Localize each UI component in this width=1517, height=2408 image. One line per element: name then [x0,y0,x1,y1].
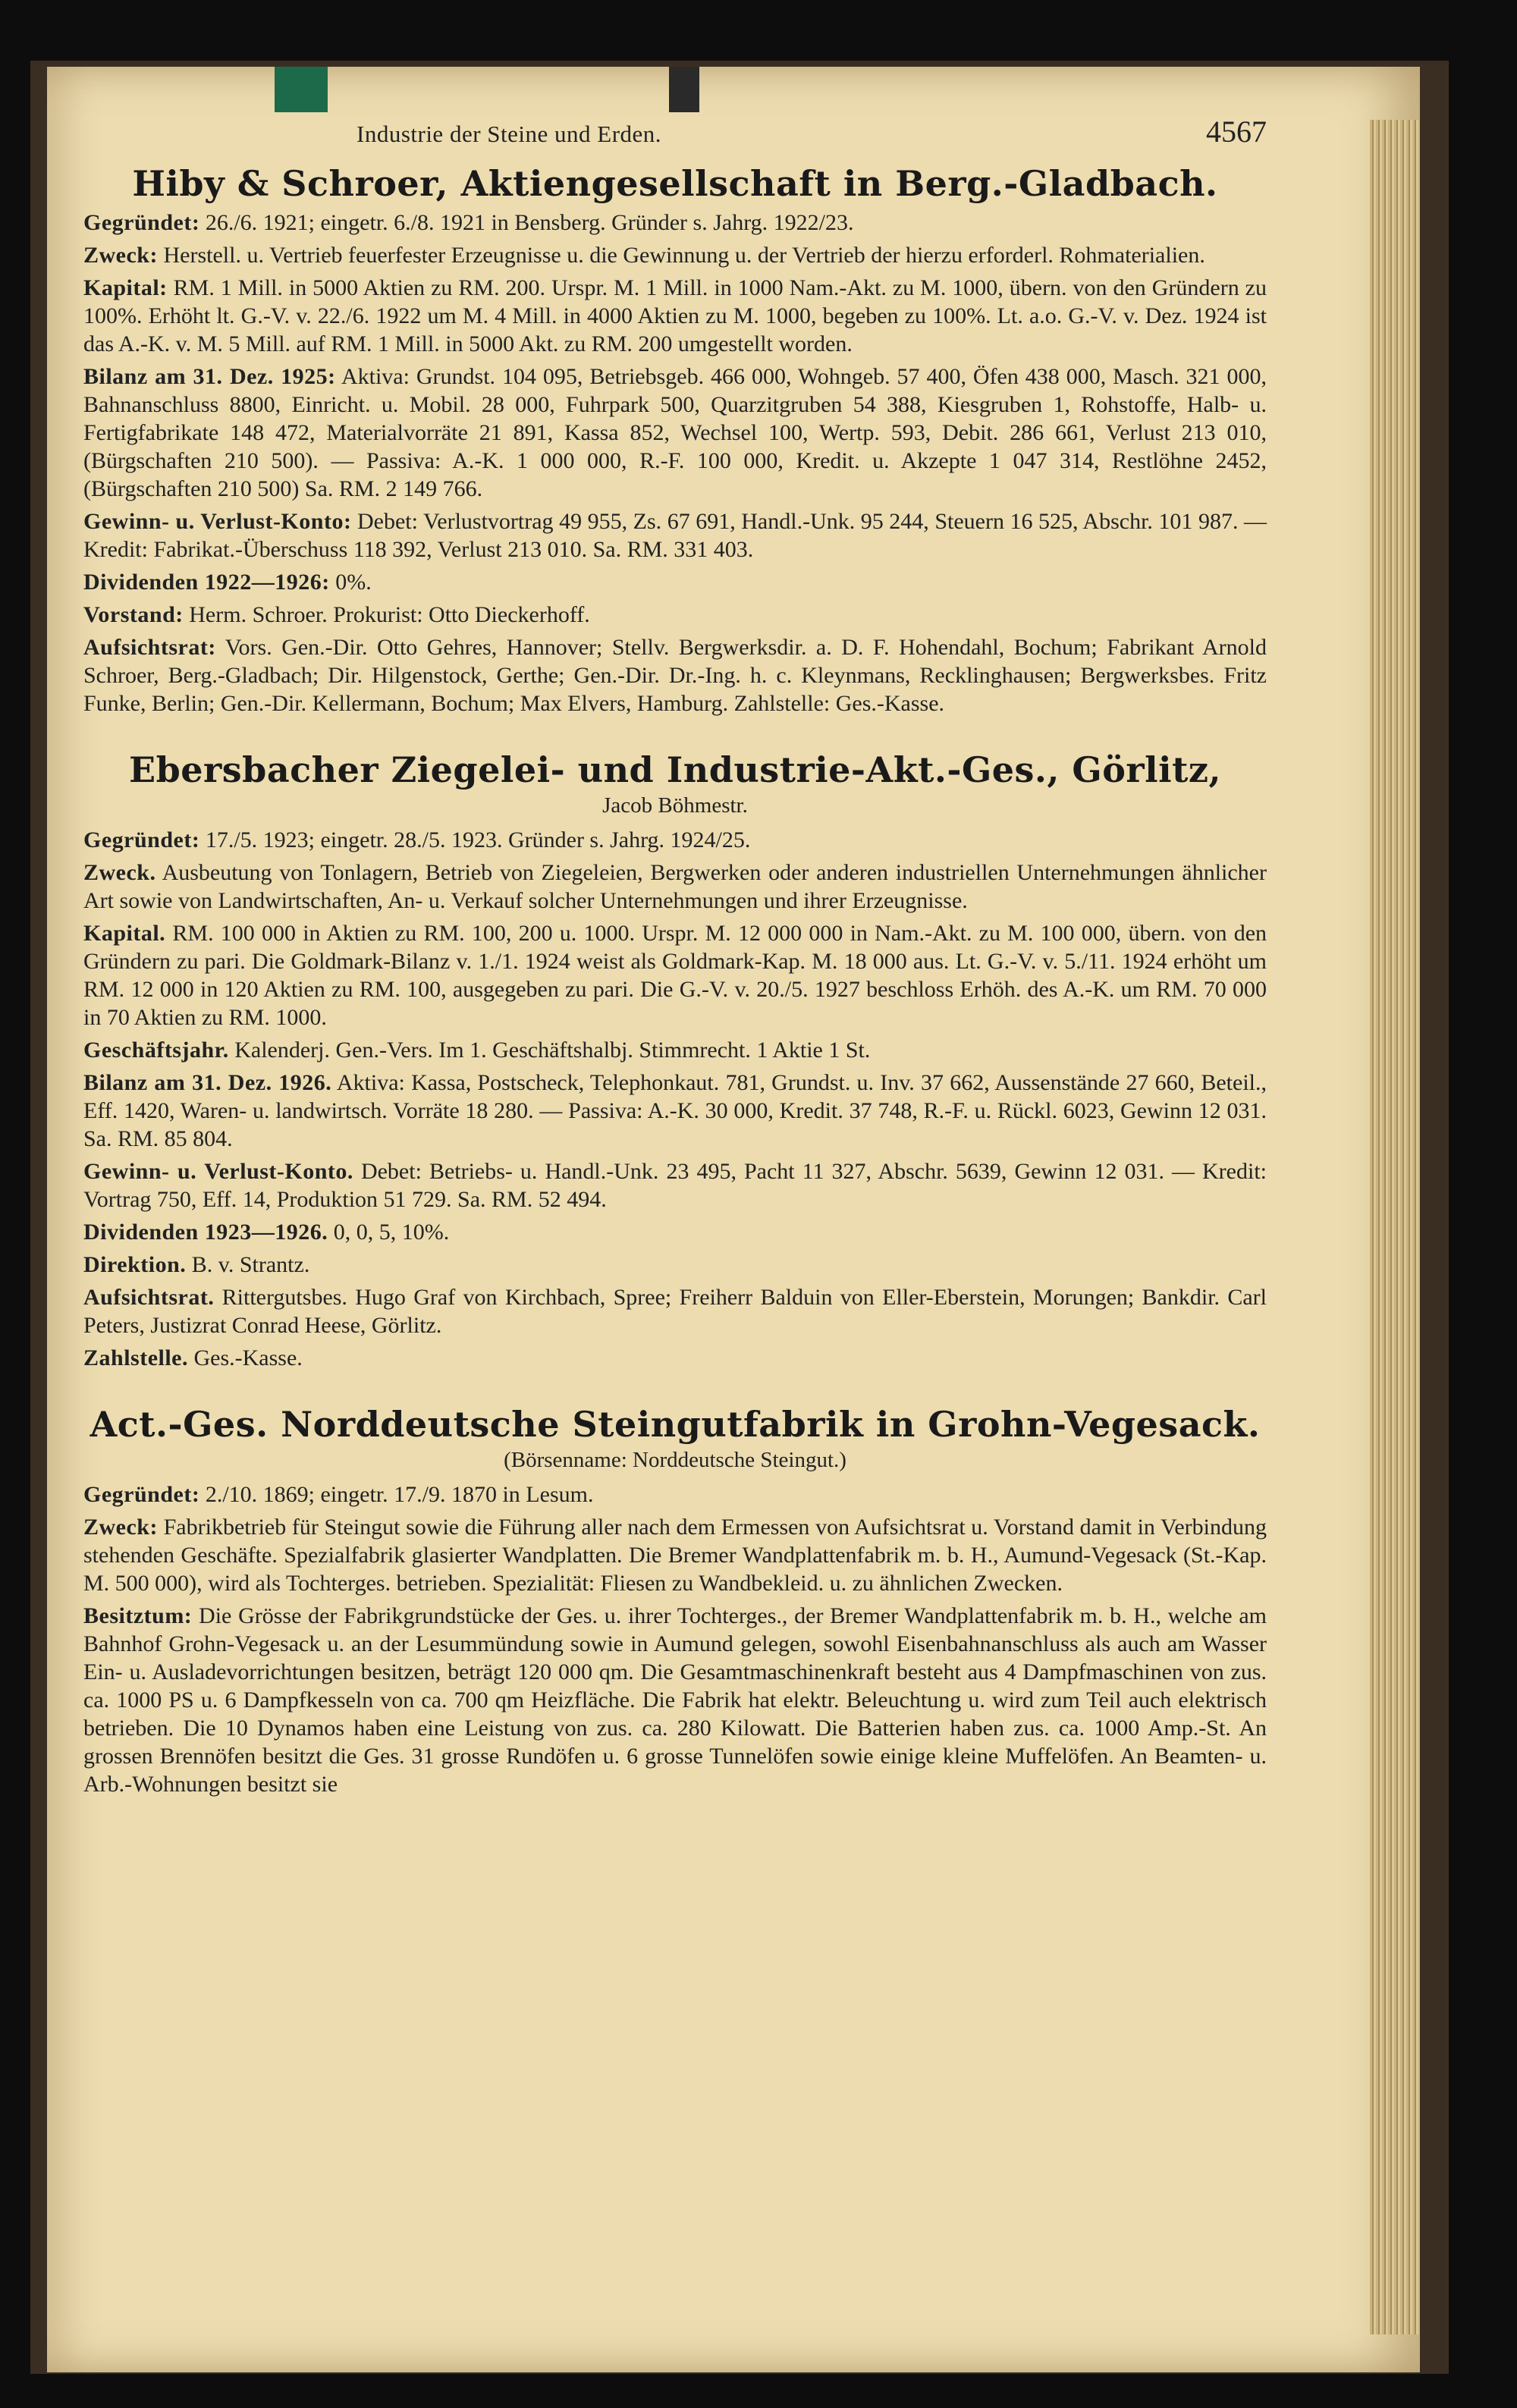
company-stock-name: (Börsenname: Norddeutsche Steingut.) [504,1448,846,1472]
entry-kapital: Kapital. RM. 100 000 in Aktien zu RM. 100, 200 u. 1000. Urspr. M. 12 000 000 in Nam.-Akt. zu M. 100 000, übern. von den Gründern zu pari. Die Goldmark-Bilanz v. 1./1. 1924 weist als Goldmark-Kap. M. 18 000 aus. Lt. G.-V. v. 5./11. 1924 erhöht um RM. 12 000 in 120 Aktien zu RM. 100, ausgegeben zu pari. Die G.-V. v. 20./5. 1927 beschloss Erhöh. des A.-K. um RM. 70 000 in 70 Aktien zu RM. 1000. [83,921,1267,1030]
entry-dividenden: Dividenden 1923—1926. 0, 0, 5, 10%. [83,1220,450,1245]
running-head [83,114,1267,149]
entry-gewinn-verlust: Gewinn- u. Verlust-Konto: Debet: Verlustvortrag 49 955, Zs. 67 691, Handl.-Unk. 95 244, Steuern 16 525, Abschr. 101 987. — Kredit: Fabrikat.-Überschuss 118 392, Verlust 213 010. Sa. RM. 331 403. [83,509,1267,562]
entry-besitztum: Besitztum: Die Grösse der Fabrikgrundstücke der Ges. u. ihrer Tochterges., der Bremer Wandplattenfabrik m. b. H., welche am Bahnhof Grohn-Vegesack u. an der Lesummündung sowie in Aumund gelegen, sowohl Eisenbahnanschluss als auch am Wasser Ein- u. Ausladevorrichtungen besitzen, beträgt 120 000 qm. Die Gesamtmaschinenkraft besteht aus 4 Dampfmaschinen von zus. ca. 1000 PS u. 6 Dampfkesseln von ca. 700 qm Heizfläche. Die Fabrik hat elektr. Beleuchtung u. wird zum Teil auch elektrisch betrieben. Die 10 Dynamos haben eine Leistung von zus. ca. 280 Kilowatt. Die Batterien haben zus. ca. 1000 Amp.-St. An grossen Brennöfen besitzt die Ges. 31 grosse Rundöfen u. 6 grosse Tunnelöfen sowie einige kleine Muffelöfen. An Beamten- u. Arb.-Wohnungen besitzt sie [83,1603,1267,1797]
entry-aufsichtsrat: Aufsichtsrat: Vors. Gen.-Dir. Otto Gehres, Hannover; Stellv. Bergwerksdir. a. D. F. Hohendahl, Bochum; Fabrikant Arnold Schroer, Berg.-Gladbach; Dir. Hilgenstock, Gerthe; Gen.-Dir. Dr.-Ing. h. c. Kleynmans, Recklinghausen; Bergwerksbes. Fritz Funke, Berlin; Gen.-Dir. Kellermann, Bochum; Max Elvers, Hamburg. Zahlstelle: Ges.-Kasse. [83,635,1267,716]
company-title: Act.-Ges. Norddeutsche Steingutfabrik in Grohn-Vegesack. [90,1404,1261,1445]
page-stack-edge [1370,120,1420,2334]
entry-zahlstelle: Zahlstelle. Ges.-Kasse. [83,1345,303,1370]
entry-zweck: Zweck: Fabrikbetrieb für Steingut sowie die Führung aller nach dem Ermessen von Aufsichtsrat u. Vorstand damit in Verbindung stehenden Geschäfte. Spezialfabrik glasierter Wandplatten. Die Bremer Wandplattenfabrik m. b. H., Aumund-Vegesack (St.-Kap. M. 500 000), wird als Tochterges. betrieben. Spezialität: Fliesen zu Wandbekleid. u. zu ähnlichen Zwecken. [83,1515,1267,1596]
entry-zweck: Zweck: Herstell. u. Vertrieb feuerfester Erzeugnisse u. die Gewinnung u. der Vertrieb der hierzu erforderl. Rohmaterialien. [83,243,1205,268]
page-content [83,114,1267,1798]
company-title: Ebersbacher Ziegelei- und Industrie-Akt.-Ges., Görlitz, [129,749,1221,790]
entry-vorstand: Vorstand: Herm. Schroer. Prokurist: Otto Dieckerhoff. [83,602,590,627]
page-tab-marker [275,67,328,112]
entry-aufsichtsrat: Aufsichtsrat. Rittergutsbes. Hugo Graf von Kirchbach, Spree; Freiherr Balduin von Eller-Eberstein, Morungen; Bankdir. Carl Peters, Justizrat Conrad Heese, Görlitz. [83,1285,1267,1338]
page-tab-marker [669,67,699,112]
company-title: Hiby & Schroer, Aktiengesellschaft in Berg.-Gladbach. [132,163,1218,204]
entry-zweck: Zweck. Ausbeutung von Tonlagern, Betrieb von Ziegeleien, Bergwerken oder anderen industriellen Unternehmungen ähnlicher Art sowie von Landwirtschaften, An- u. Verkauf solcher Unternehmungen und ihrer Erzeugnisse. [83,860,1267,913]
entry-gewinn-verlust: Gewinn- u. Verlust-Konto. Debet: Betriebs- u. Handl.-Unk. 23 495, Pacht 11 327, Abschr. 5639, Gewinn 12 031. — Kredit: Vortrag 750, Eff. 14, Produktion 51 729. Sa. RM. 52 494. [83,1159,1267,1212]
company-entry-hiby-schroer [83,163,1267,717]
company-address: Jacob Böhmestr. [602,793,748,818]
entry-direktion: Direktion. B. v. Strantz. [83,1252,310,1277]
entry-gegruendet: Gegründet: 2./10. 1869; eingetr. 17./9. 1870 in Lesum. [83,1482,594,1507]
entry-bilanz: Bilanz am 31. Dez. 1926. Aktiva: Kassa, Postscheck, Telephonkaut. 781, Grundst. u. Inv. 37 662, Aussenstände 27 660, Beteil., Eff. 1420, Waren- u. landwirtsch. Vorräte 18 280. — Passiva: A.-K. 30 000, Kredit. 37 748, R.-F. u. Rückl. 6023, Gewinn 12 031. Sa. RM. 85 804. [83,1070,1267,1151]
company-entry-norddeutsche-steingut [83,1404,1267,1798]
entry-gegruendet: Gegründet: 17./5. 1923; eingetr. 28./5. 1923. Gründer s. Jahrg. 1924/25. [83,827,751,852]
entry-dividenden: Dividenden 1922—1926: 0%. [83,570,372,595]
page-number: 4567 [1206,115,1267,149]
running-title: Industrie der Steine und Erden. [356,121,662,147]
company-entry-ebersbacher [83,749,1267,1372]
entry-gegruendet: Gegründet: 26./6. 1921; eingetr. 6./8. 1921 in Bensberg. Gründer s. Jahrg. 1922/23. [83,210,854,235]
entry-bilanz: Bilanz am 31. Dez. 1925: Aktiva: Grundst. 104 095, Betriebsgeb. 466 000, Wohngeb. 57 400, Öfen 438 000, Masch. 321 000, Bahnanschluss 8800, Einricht. u. Mobil. 28 000, Fuhrpark 500, Quarzitgruben 54 388, Kiesgruben 1, Rohstoffe, Halb- u. Fertigfabrikate 148 472, Materialvorräte 21 891, Kassa 852, Wechsel 100, Wertp. 593, Debit. 286 661, Verlust 213 010, (Bürgschaften 210 500). — Passiva: A.-K. 1 000 000, R.-F. 100 000, Kredit. u. Akzepte 1 047 314, Restlöhne 2452, (Bürgschaften 210 500) Sa. RM. 2 149 766. [83,364,1267,501]
entry-geschaeftsjahr: Geschäftsjahr. Kalenderj. Gen.-Vers. Im 1. Geschäftshalbj. Stimmrecht. 1 Aktie 1 St. [83,1038,871,1063]
entry-kapital: Kapital: RM. 1 Mill. in 5000 Aktien zu RM. 200. Urspr. M. 1 Mill. in 1000 Nam.-Akt. zu M. 1000, übern. von den Gründern zu 100%. Erhöht lt. G.-V. v. 22./6. 1922 um M. 4 Mill. in 4000 Aktien zu M. 1000, begeben zu 100%. Lt. a.o. G.-V. v. Dez. 1924 ist das A.-K. v. M. 5 Mill. auf RM. 1 Mill. in 5000 Akt. zu RM. 200 umgestellt worden. [83,275,1267,356]
